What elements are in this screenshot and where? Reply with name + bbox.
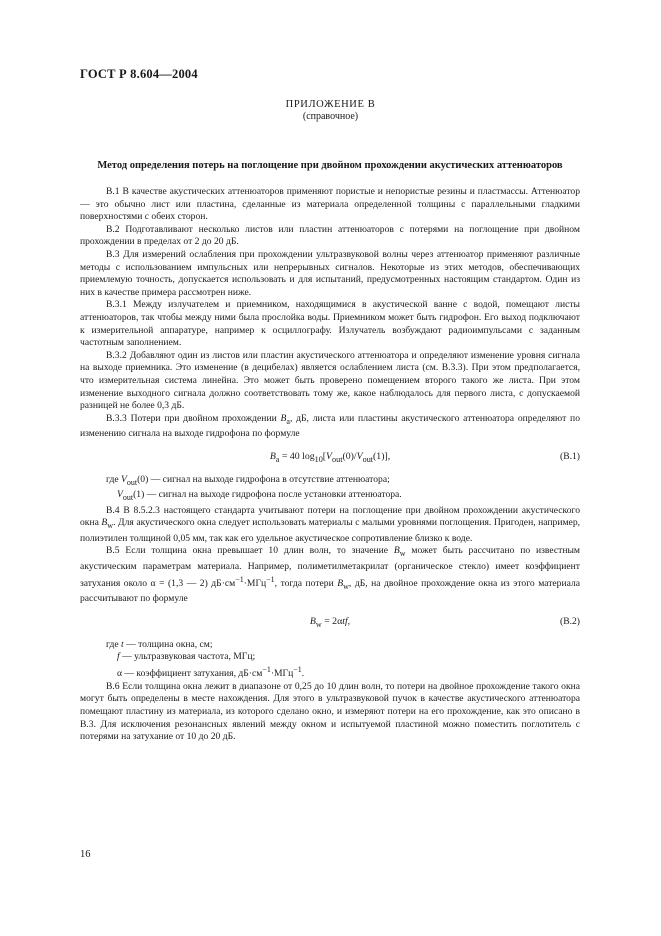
section-title: Метод определения потерь на поглощение при двойном прохождении акустических аттенюаторов xyxy=(97,160,563,171)
where-b1-line1: где $V_{out}(0)$ — сигнал на выходе гидрофона в отсутствие аттенюатора; xyxy=(106,473,390,487)
formula-number-b2: (В.2) xyxy=(560,615,580,627)
document-body xyxy=(80,186,580,744)
where-b2-line2: f — ультразвуковая частота, МГц; xyxy=(117,651,256,663)
where-b2-line1: где t — толщина окна, см; xyxy=(106,638,213,650)
where-b2-line3: α — коэффициент затухания, $дБ\cdot см^{-1}\cdot МГц^{-1}$. xyxy=(117,665,305,680)
page-number: 16 xyxy=(80,849,91,860)
paragraph-b6: В.6 Если толщина окна лежит в диапазоне от 0,25 до 10 длин волн, то потери на двойное прохождение такого окна могут быть определены в месте нахождения. Для этого в ультразвуковой пучок в качестве акустического аттенюатора помещают пластину из материала, из которого сделано окно, и измеряют потери на его прохождение, как это описано в В.3. Для исключения резонансных явлений между окном и испытуемой пластиной можно поместить поглотитель с потерями на затухание от 10 до 20 дБ. xyxy=(80,680,580,743)
appendix-subtitle: (справочное) xyxy=(302,111,359,122)
paragraph-b31: В.3.1 Между излучателем и приемником, находящимися в акустической ванне с водой, помещают листы аттенюаторов, так чтобы между ними была прослойка воды. Приемником может быть гидрофон. Его выход подключают к измерительной аппаратуре, например к осциллографу. Излучатель возбуждают радиоимпульсами с заданным частотным заполнением. xyxy=(80,299,580,349)
paragraph-b33: В.3.3 Потери при двойном прохождении $B_a$, дБ, листа или пластины акустического аттенюатора определяют по изменению сигнала на выходе гидрофона по формуле xyxy=(80,412,580,440)
paragraph-b1: В.1 В качестве акустических аттенюаторов применяют пористые и непористые резины и пластмассы. Аттенюатор — это обычно лист или пластина, сделанные из материала определенной толщины с параллельными гладкими поверхностями с обеих сторон. xyxy=(80,186,580,223)
formula-b2: $B_w = 2\alpha tf$, (В.2) xyxy=(309,615,580,629)
where-b1-line2: $V_{out}(1)$ — сигнал на выходе гидрофона после установки аттенюатора. xyxy=(117,489,402,503)
paragraph-b5: В.5 Если толщина окна превышает 10 длин волн, то значение $B_w$ может быть рассчитано по известным акустическим параметрам материала. Например, полиметилметакрилат (органическое стекло) имеет коэффициент затухания около α = (1,3 — 2) $дБ\cdot см^{-1}\cdot МГц^{-1}$, тогда потери $B_w$, дБ, на двойное прохождение окна из этого материала рассчитывают по формуле xyxy=(80,545,580,605)
paragraph-b32: В.3.2 Добавляют один из листов или пластин акустического аттенюатора и определяют изменение уровня сигнала на выходе приемника. Это изменение (в децибелах) является ослаблением листа (см. В.3.3). При этом предполагается, что измерительная система линейна. Это может быть проверено помещением второго такого же листа. При этом изменение выходного сигнала должно соответствовать тому же, какое наблюдалось для первого листа, с допускаемой разницей не более 0,3 дБ. xyxy=(80,349,580,412)
standard-header: ГОСТ Р 8.604—2004 xyxy=(80,67,198,81)
paragraph-b4: В.4 В 8.5.2.3 настоящего стандарта учитывают потери на поглощение при двойном прохождении акустического окна $B_w$. Для акустического окна следует использовать материалы с малыми уровнями поглощения. Пригоден, например, полиэтилен толщиной 0,05 мм, так как его удельное акустическое сопротивление близко к воде. xyxy=(80,504,581,544)
paragraph-b3: В.3 Для измерений ослабления при прохождении ультразвуковой волны через аттенюатор применяют различные методы с использованием импульсных или непрерывных сигналов. Некоторые из этих методов, обеспечивающих приемлемую точность, допускается использовать и для испытаний, предусмотренных настоящим стандартом. Один из них в качестве примера рассмотрен ниже. xyxy=(80,248,580,298)
formula-number-b1: (В.1) xyxy=(560,450,580,462)
paragraph-b2: В.2 Подготавливают несколько листов или пластин аттенюаторов с потерями на поглощение при двойном прохождении в пределах от 2 до 20 дБ. xyxy=(80,223,580,248)
appendix-title: ПРИЛОЖЕНИЕ В xyxy=(285,99,376,110)
formula-b1: $B_a = 40$ $\log_{10}[V_{out}(0)/V_{out}(1)]$, (В.1) xyxy=(269,450,580,464)
